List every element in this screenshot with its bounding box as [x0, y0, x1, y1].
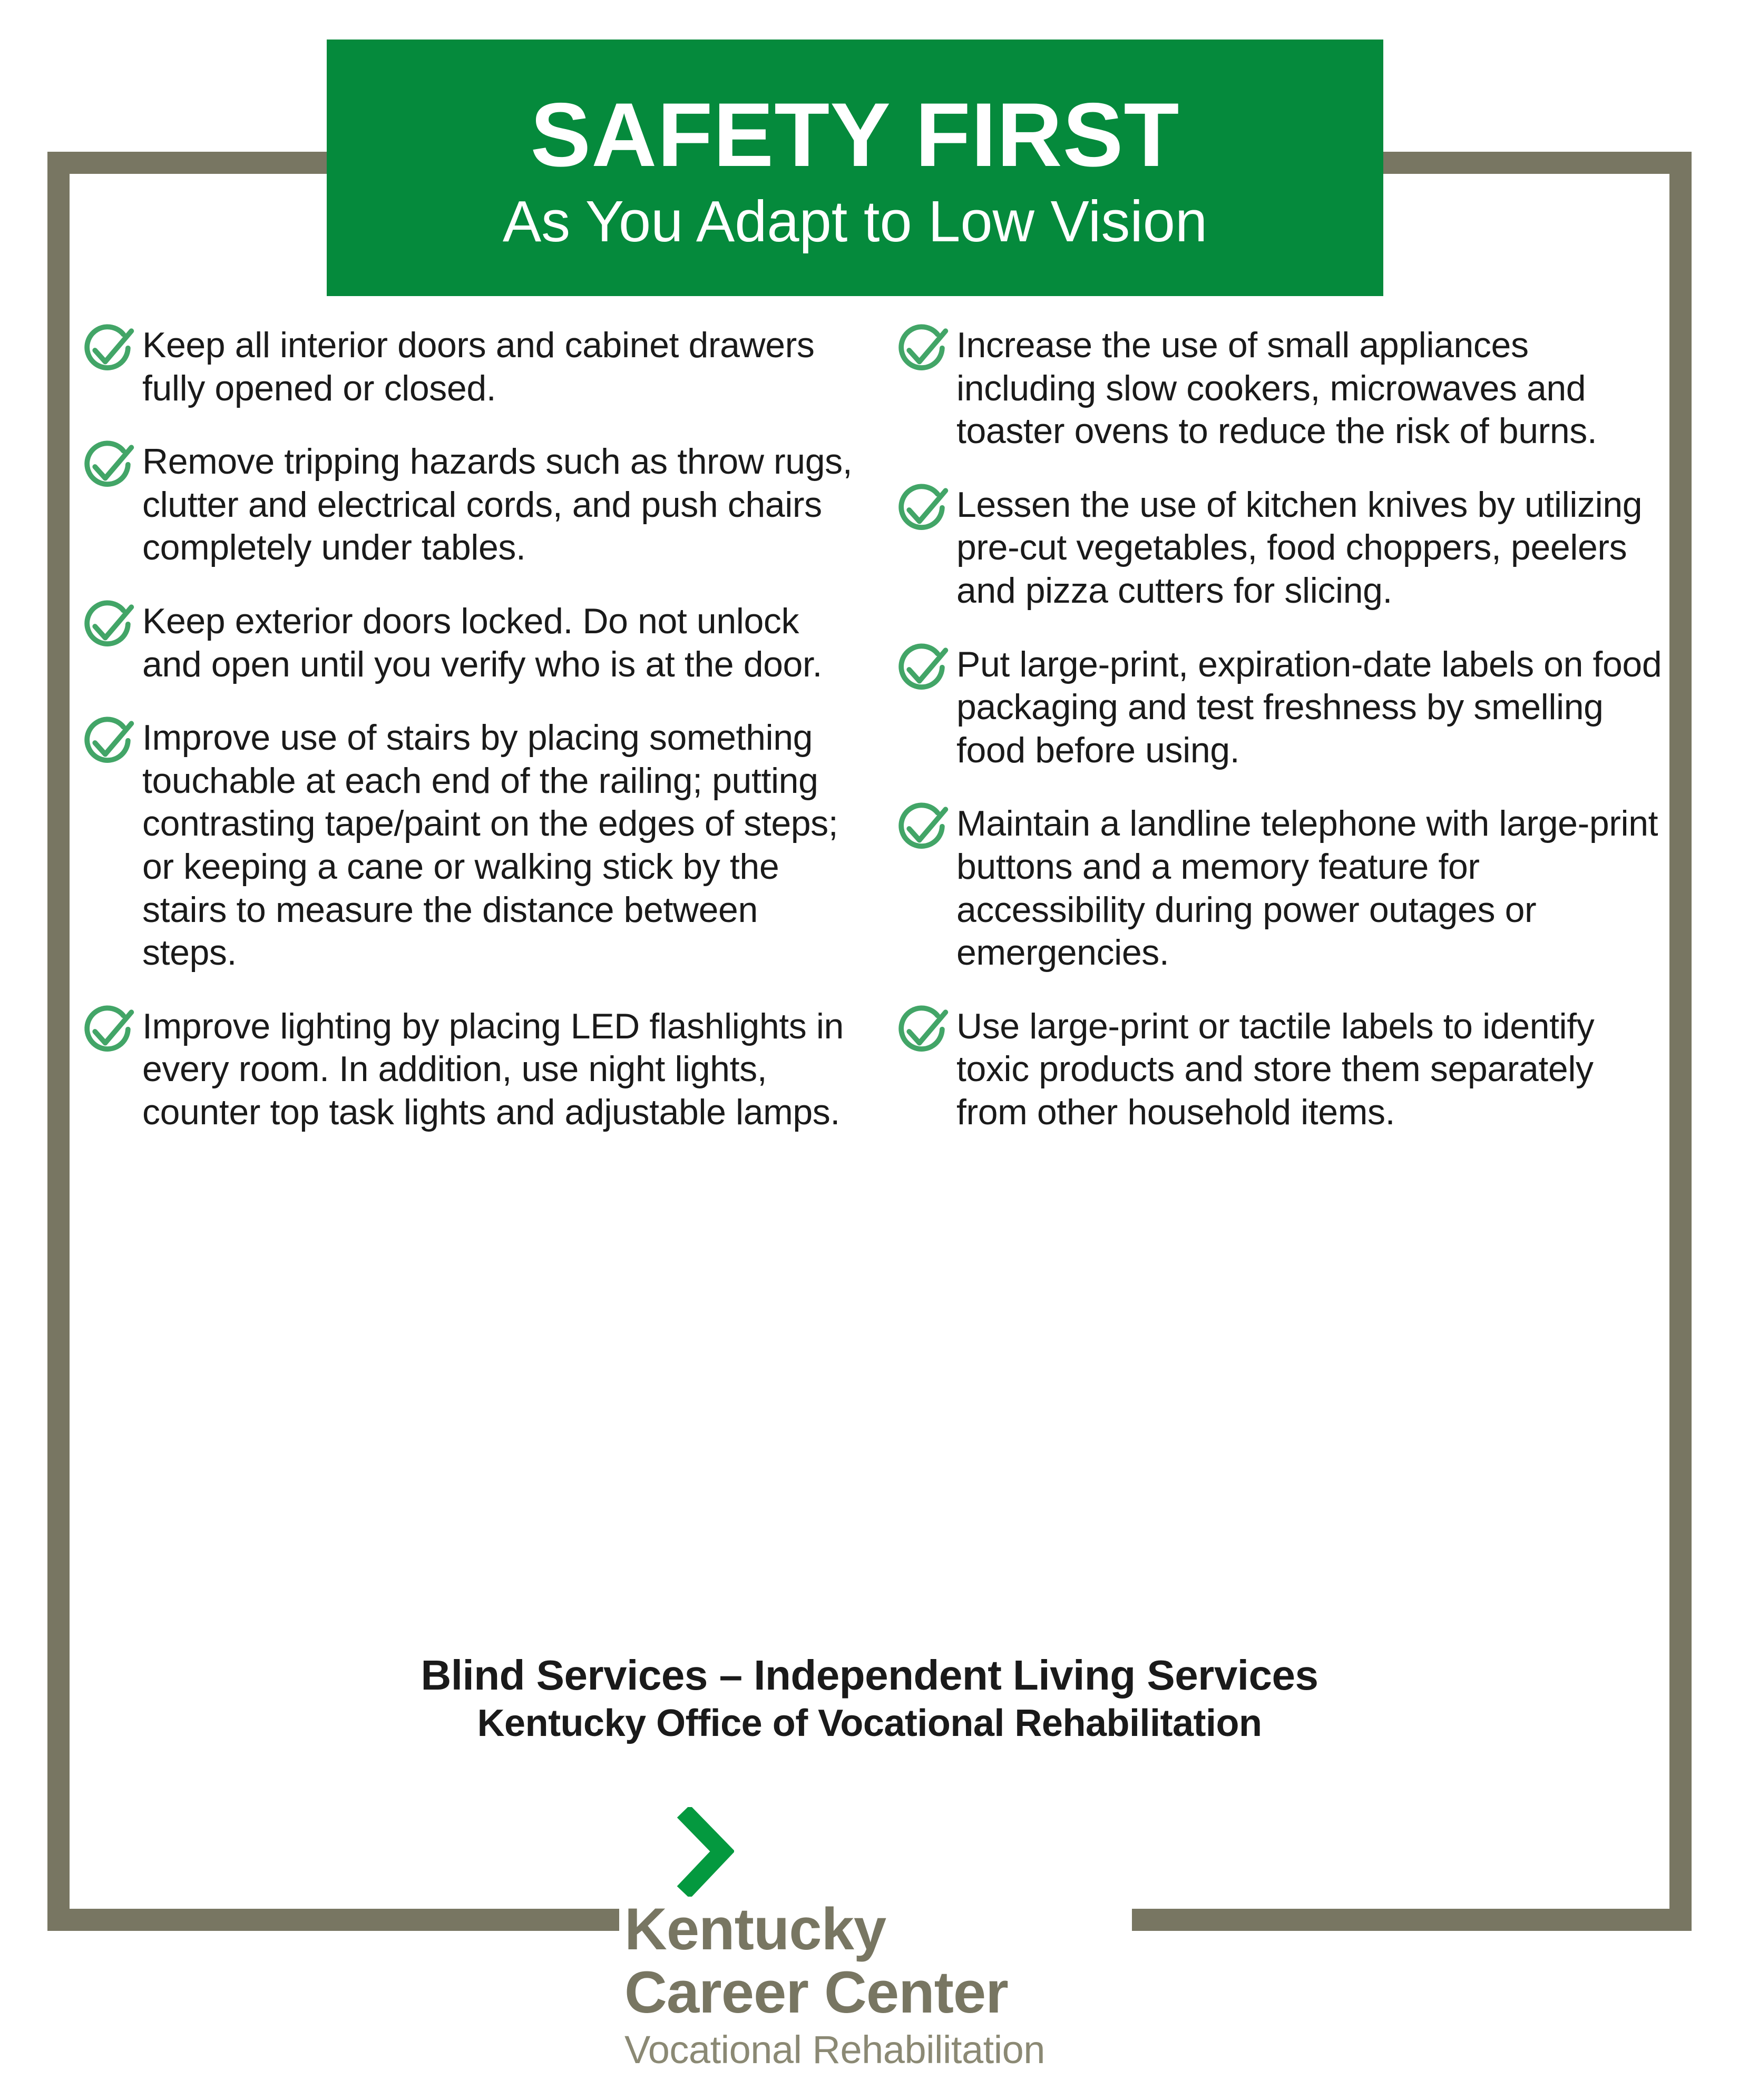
logo-line-vocational-rehabilitation: Vocational Rehabilitation	[624, 2028, 1045, 2072]
tip-item	[79, 600, 856, 686]
tip-item	[79, 1005, 856, 1134]
tip-text: Keep all interior doors and cabinet drawers fully opened or closed.	[142, 325, 815, 408]
tips-column-right	[893, 324, 1670, 1165]
check-circle-icon	[79, 598, 136, 655]
footer-office-name: Kentucky Office of Vocational Rehabilitation	[477, 1702, 1262, 1744]
tip-text: Remove tripping hazards such as throw rugs, clutter and electrical cords, and push chairs completely under tables.	[142, 441, 853, 568]
tips-column-left	[79, 324, 856, 1165]
frame-border-bottom-right	[1132, 1909, 1692, 1931]
check-circle-icon	[79, 438, 136, 495]
tip-item	[893, 643, 1670, 772]
tip-text: Use large-print or tactile labels to identify toxic products and store them separately from other household items.	[956, 1006, 1595, 1132]
kentucky-career-center-logo	[624, 1807, 1115, 2072]
check-circle-icon	[893, 1003, 950, 1060]
page-subtitle: As You Adapt to Low Vision	[502, 189, 1208, 254]
tip-text: Keep exterior doors locked. Do not unlock and open until you verify who is at the door.	[142, 601, 822, 684]
check-circle-icon	[893, 641, 950, 698]
tip-item	[79, 324, 856, 410]
tip-item	[893, 324, 1670, 453]
tip-text: Lessen the use of kitchen knives by utilizing pre-cut vegetables, food choppers, peelers and pizza cutters for slicing.	[956, 484, 1643, 611]
check-circle-icon	[893, 482, 950, 538]
page-title: SAFETY FIRST	[530, 84, 1180, 185]
tip-item	[893, 484, 1670, 613]
tip-text: Improve lighting by placing LED flashlights in every room. In addition, use night lights, counter top task lights and adjustable lamps.	[142, 1006, 844, 1132]
tip-text: Maintain a landline telephone with large-print buttons and a memory feature for accessibility during power outages or emergencies.	[956, 803, 1658, 973]
tip-item	[79, 440, 856, 570]
tip-text: Increase the use of small appliances including slow cookers, microwaves and toaster ovens to reduce the risk of burns.	[956, 325, 1597, 452]
logo-line-career-center: Career Center	[624, 1959, 1008, 2025]
logo-line-kentucky: Kentucky	[624, 1896, 886, 1962]
tip-item	[79, 717, 856, 975]
footer-program-name: Blind Services – Independent Living Services	[421, 1652, 1318, 1699]
frame-border-bottom-left	[47, 1909, 619, 1931]
chevron-right-icon	[672, 1807, 1115, 1897]
tip-item	[893, 1005, 1670, 1134]
safety-tips-area	[79, 324, 1670, 1165]
check-circle-icon	[79, 322, 136, 379]
check-circle-icon	[79, 714, 136, 771]
check-circle-icon	[79, 1003, 136, 1060]
header-banner	[327, 40, 1383, 296]
check-circle-icon	[893, 800, 950, 857]
footer-agency-block	[0, 1652, 1739, 1744]
check-circle-icon	[893, 322, 950, 379]
tip-item	[893, 802, 1670, 974]
tip-text: Put large-print, expiration-date labels on food packaging and test freshness by smelling food before using.	[956, 644, 1662, 770]
tip-text: Improve use of stairs by placing something touchable at each end of the railing; putting contrasting tape/paint on the edges of steps; or keeping a cane or walking stick by the stairs to measure the distance between steps.	[142, 718, 838, 973]
